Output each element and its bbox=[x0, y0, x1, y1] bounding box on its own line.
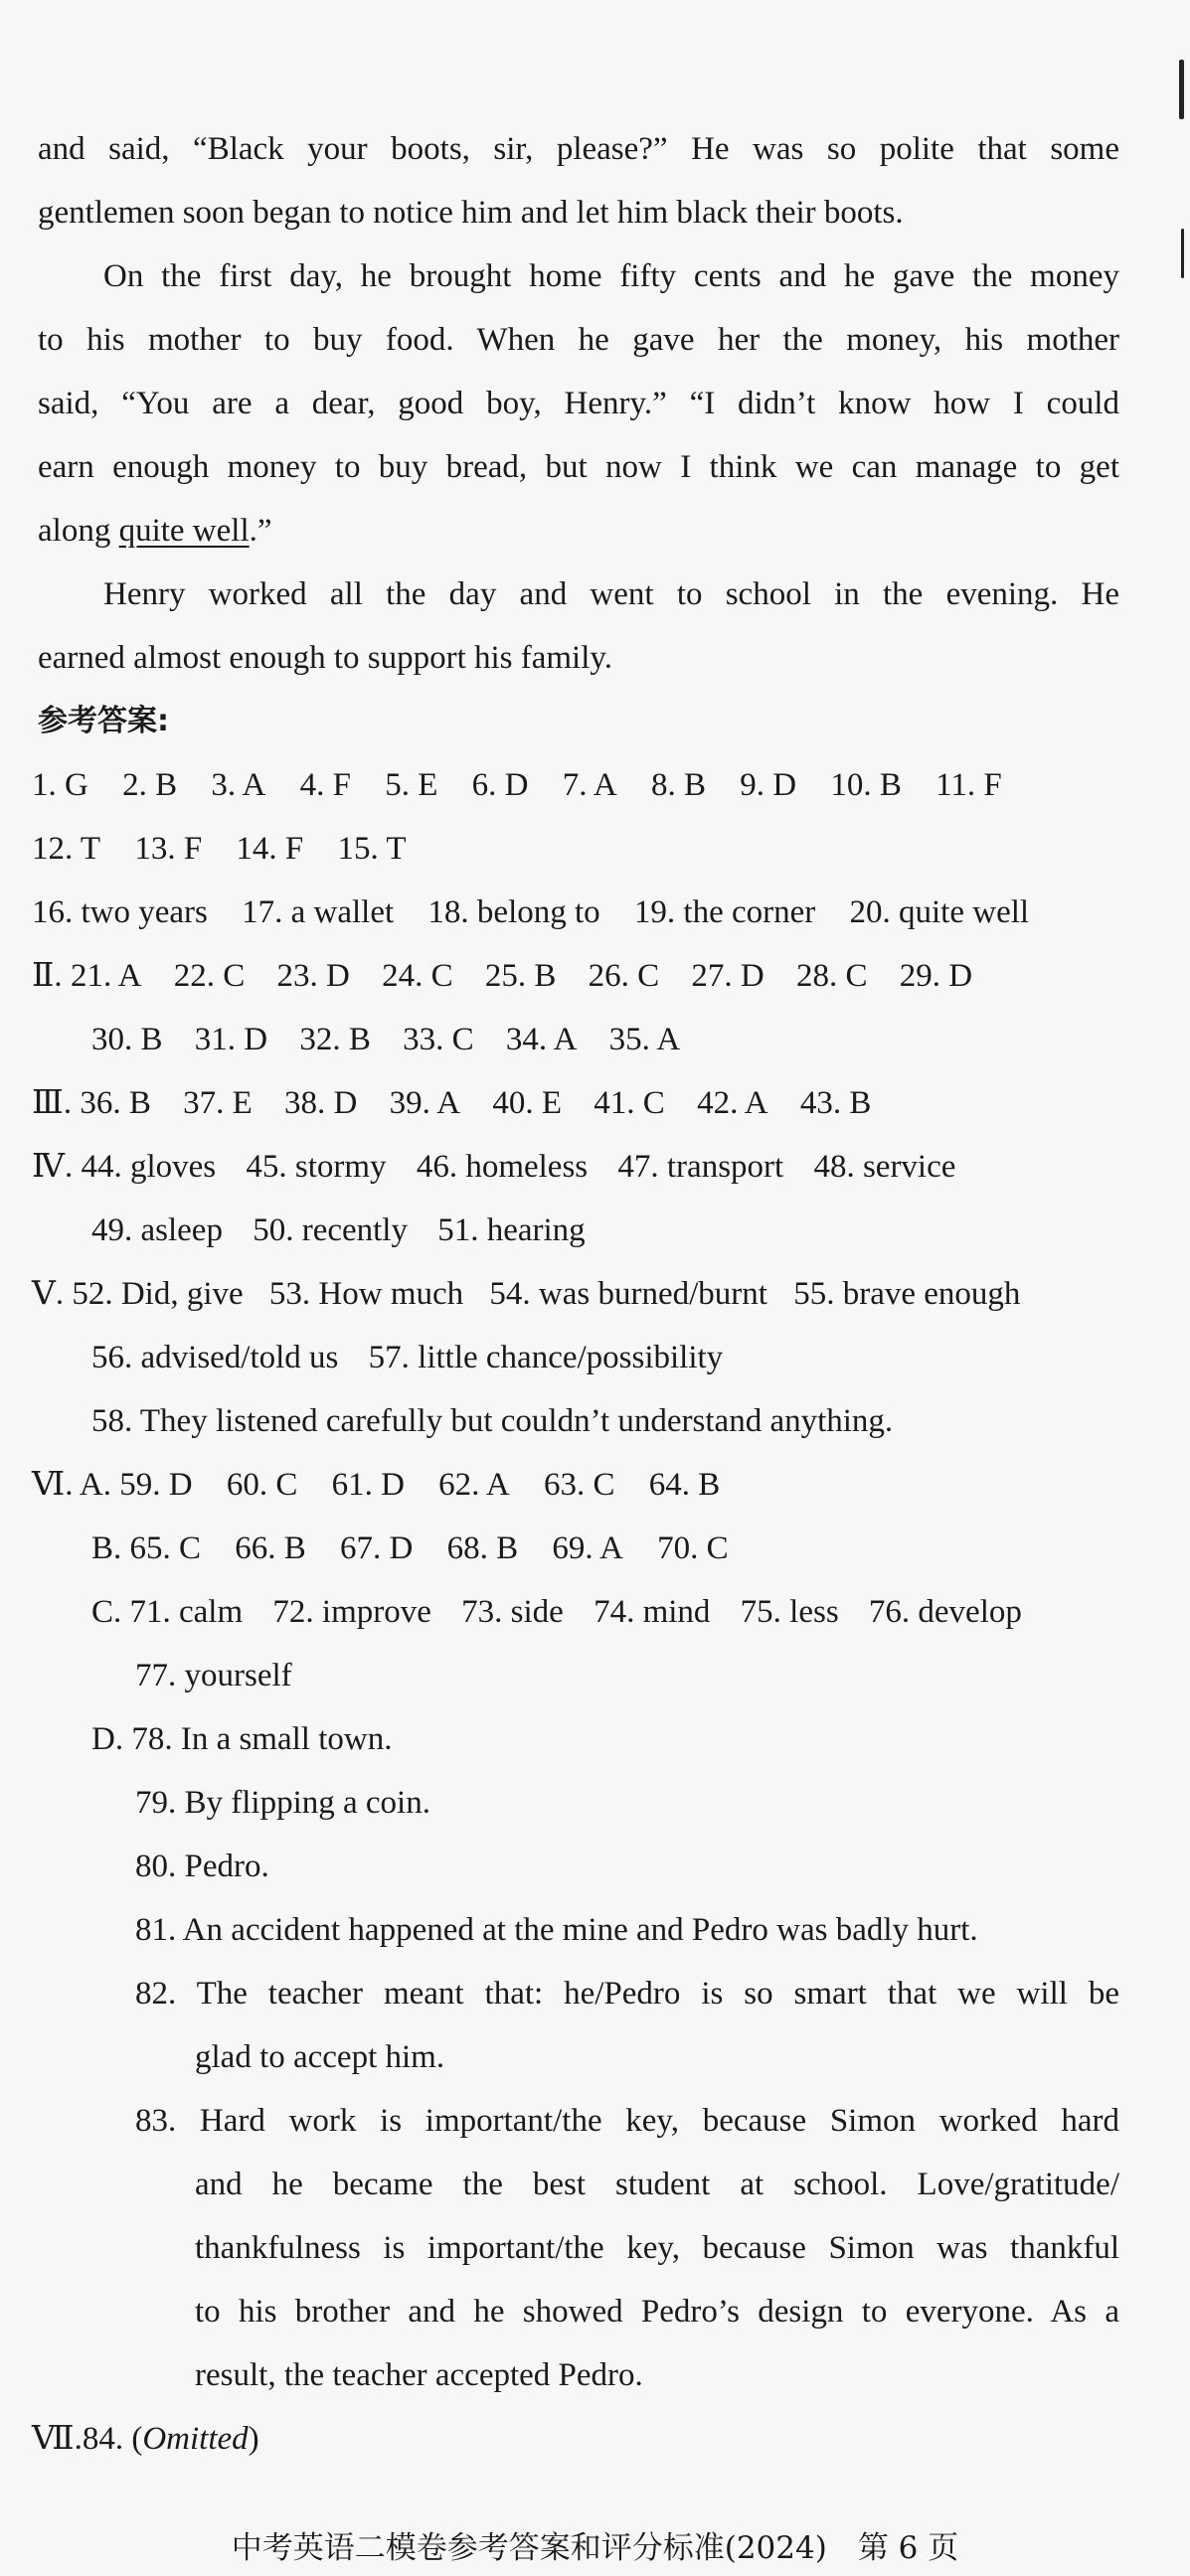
story-line: and said, “Black your boots, sir, please?” He was so polite that some bbox=[38, 131, 1119, 167]
answer-item: 12. T bbox=[32, 831, 101, 867]
story-line: said, “You are a dear, good boy, Henry.” “I didn’t know how I could bbox=[38, 386, 1119, 421]
answer-item: 10. B bbox=[830, 767, 902, 803]
answer-item: 61. D bbox=[331, 1467, 405, 1503]
story-line: earn enough money to buy bread, but now I think we can manage to get bbox=[38, 449, 1119, 485]
answer-item: A. 59. D bbox=[79, 1467, 193, 1503]
answer-item: 13. F bbox=[134, 831, 203, 867]
section-label: Ⅱ. bbox=[32, 958, 63, 994]
answer-item: 68. B bbox=[446, 1530, 519, 1566]
answer-item: 32. B bbox=[299, 1022, 371, 1057]
answer-item: 67. D bbox=[340, 1530, 414, 1566]
answer-item: 5. E bbox=[385, 767, 438, 803]
answer-item: 72. improve bbox=[272, 1594, 431, 1630]
answer-item: to his brother and he showed Pedro’s design to everyone. As a bbox=[195, 2294, 1119, 2330]
answer-item: 57. little chance/possibility bbox=[368, 1340, 724, 1375]
section-label: Ⅶ. bbox=[32, 2421, 83, 2457]
answer-item: 29. D bbox=[899, 958, 973, 994]
answer-item: 19. the corner bbox=[633, 894, 816, 930]
answer-item: 47. transport bbox=[617, 1149, 784, 1185]
answer-item: 25. B bbox=[484, 958, 557, 994]
answer-item: 26. C bbox=[588, 958, 660, 994]
answer-item: 11. F bbox=[935, 767, 1002, 803]
answer-item: 34. A bbox=[505, 1022, 578, 1057]
answer-item: 80. Pedro. bbox=[135, 1849, 269, 1884]
answer-item: 41. C bbox=[594, 1085, 665, 1121]
answer-row bbox=[32, 944, 972, 1008]
answer-item: 56. advised/told us bbox=[91, 1340, 339, 1375]
answer-item: 15. T bbox=[337, 831, 407, 867]
section-label: Ⅲ. bbox=[32, 1085, 73, 1121]
story-line: to his mother to buy food. When he gave her the money, his mother bbox=[38, 322, 1119, 358]
answer-item: 16. two years bbox=[32, 894, 208, 930]
scan-edge-mark bbox=[1181, 229, 1184, 278]
answer-item: 48. service bbox=[813, 1149, 956, 1185]
answer-item: 27. D bbox=[691, 958, 765, 994]
answer-item: 53. How much bbox=[268, 1276, 464, 1312]
answer-item: 82. The teacher meant that: he/Pedro is so smart that we will be bbox=[135, 1976, 1119, 2012]
answer-row bbox=[32, 881, 1029, 944]
answer-item: 50. recently bbox=[253, 1212, 408, 1248]
story-line: Henry worked all the day and went to school in the evening. He bbox=[103, 576, 1119, 612]
answer-item: 33. C bbox=[403, 1022, 474, 1057]
answer-item: 7. A bbox=[562, 767, 617, 803]
answer-item: 66. B bbox=[235, 1530, 306, 1566]
answer-item: 70. C bbox=[657, 1530, 729, 1566]
answer-item: 17. a wallet bbox=[242, 894, 395, 930]
answer-item: 35. A bbox=[608, 1022, 681, 1057]
answer-item: thankfulness is important/the key, because Simon was thankful bbox=[195, 2230, 1119, 2266]
answer-row bbox=[91, 1517, 729, 1580]
answer-item: 31. D bbox=[194, 1022, 268, 1057]
answer-item: 84. ( bbox=[82, 2421, 143, 2457]
answer-item: result, the teacher accepted Pedro. bbox=[195, 2357, 643, 2393]
story-text: along bbox=[38, 513, 119, 549]
answer-item: and he became the best student at school. Love/gratitude/ bbox=[195, 2167, 1119, 2202]
answer-item: 20. quite well bbox=[849, 894, 1030, 930]
answer-item: 36. B bbox=[80, 1085, 151, 1121]
answer-item: 69. A bbox=[552, 1530, 623, 1566]
answer-item: 3. A bbox=[211, 767, 266, 803]
answer-item: 40. E bbox=[492, 1085, 563, 1121]
answer-row bbox=[91, 1580, 1022, 1644]
answer-item: 24. C bbox=[382, 958, 453, 994]
answer-item: 52. Did, give bbox=[72, 1276, 244, 1312]
answers-heading: 参考答案: bbox=[38, 704, 169, 738]
answer-item: 22. C bbox=[173, 958, 246, 994]
answer-item: 55. brave enough bbox=[793, 1276, 1021, 1312]
answer-item: glad to accept him. bbox=[195, 2039, 445, 2075]
story-line: earned almost enough to support his family. bbox=[38, 640, 612, 676]
answer-item: 14. F bbox=[236, 831, 304, 867]
answer-item: 39. A bbox=[389, 1085, 461, 1121]
answer-row bbox=[32, 2407, 259, 2471]
answer-row bbox=[32, 1071, 871, 1135]
answer-row bbox=[32, 817, 407, 881]
answer-item: 44. gloves bbox=[81, 1149, 217, 1185]
answer-item: 77. yourself bbox=[135, 1658, 292, 1693]
scan-edge-mark bbox=[1179, 60, 1184, 119]
answer-item: 21. A bbox=[70, 958, 142, 994]
answer-item: 79. By flipping a coin. bbox=[135, 1785, 430, 1821]
answer-item: 62. A bbox=[438, 1467, 510, 1503]
answer-item: 43. B bbox=[799, 1085, 872, 1121]
answer-item: 73. side bbox=[461, 1594, 564, 1630]
answer-item: 83. Hard work is important/the key, because Simon worked hard bbox=[135, 2103, 1119, 2139]
answer-item: 46. homeless bbox=[416, 1149, 589, 1185]
page-footer: 中考英语二模卷参考答案和评分标准(2024) 第 6 页 bbox=[231, 2530, 959, 2566]
answer-item: 76. develop bbox=[868, 1594, 1022, 1630]
answer-item: 60. C bbox=[226, 1467, 298, 1503]
answer-item: 75. less bbox=[740, 1594, 839, 1630]
answer-item-italic: Omitted bbox=[142, 2421, 249, 2457]
answer-row bbox=[32, 753, 1002, 817]
answer-item: 9. D bbox=[740, 767, 797, 803]
answer-item: 28. C bbox=[795, 958, 868, 994]
answer-item: 37. E bbox=[183, 1085, 253, 1121]
answer-item: 4. F bbox=[299, 767, 351, 803]
answer-item: 58. They listened carefully but couldn’t understand anything. bbox=[91, 1403, 894, 1439]
answer-item: 81. An accident happened at the mine and Pedro was badly hurt. bbox=[135, 1912, 978, 1948]
answer-item: 1. G bbox=[32, 767, 88, 803]
answer-item: 38. D bbox=[284, 1085, 358, 1121]
answer-item: 54. was burned/burnt bbox=[489, 1276, 767, 1312]
answer-row bbox=[32, 1135, 955, 1199]
answer-item: 63. C bbox=[543, 1467, 615, 1503]
answer-item: 64. B bbox=[648, 1467, 721, 1503]
answer-item: 23. D bbox=[276, 958, 350, 994]
story-line bbox=[38, 499, 272, 563]
underlined-phrase: quite well bbox=[118, 513, 250, 549]
section-label: Ⅳ. bbox=[32, 1149, 74, 1185]
story-line: On the first day, he brought home fifty cents and he gave the money bbox=[103, 258, 1119, 294]
answer-item: 74. mind bbox=[594, 1594, 711, 1630]
answer-item: ) bbox=[248, 2421, 259, 2457]
answer-row bbox=[91, 1326, 723, 1389]
answer-item: 30. B bbox=[91, 1022, 163, 1057]
answer-item: 42. A bbox=[697, 1085, 768, 1121]
section-label: Ⅴ. bbox=[32, 1276, 65, 1312]
answer-row bbox=[32, 1262, 1020, 1326]
story-line: gentlemen soon began to notice him and let him black their boots. bbox=[38, 195, 904, 231]
answer-item: C. 71. calm bbox=[91, 1594, 244, 1630]
answer-row bbox=[91, 1199, 586, 1262]
answer-item: 2. B bbox=[122, 767, 178, 803]
answer-item: 49. asleep bbox=[91, 1212, 223, 1248]
answer-item: 8. B bbox=[651, 767, 707, 803]
answer-item: D. 78. In a small town. bbox=[91, 1721, 393, 1757]
answer-row bbox=[32, 1453, 720, 1517]
answer-item: 51. hearing bbox=[437, 1212, 586, 1248]
answer-item: B. 65. C bbox=[91, 1530, 202, 1566]
story-text: .” bbox=[249, 513, 272, 549]
answer-item: 6. D bbox=[471, 767, 529, 803]
answer-item: 45. stormy bbox=[246, 1149, 387, 1185]
section-label: Ⅵ. bbox=[32, 1467, 74, 1503]
answer-row bbox=[91, 1008, 680, 1071]
answer-item: 18. belong to bbox=[427, 894, 600, 930]
